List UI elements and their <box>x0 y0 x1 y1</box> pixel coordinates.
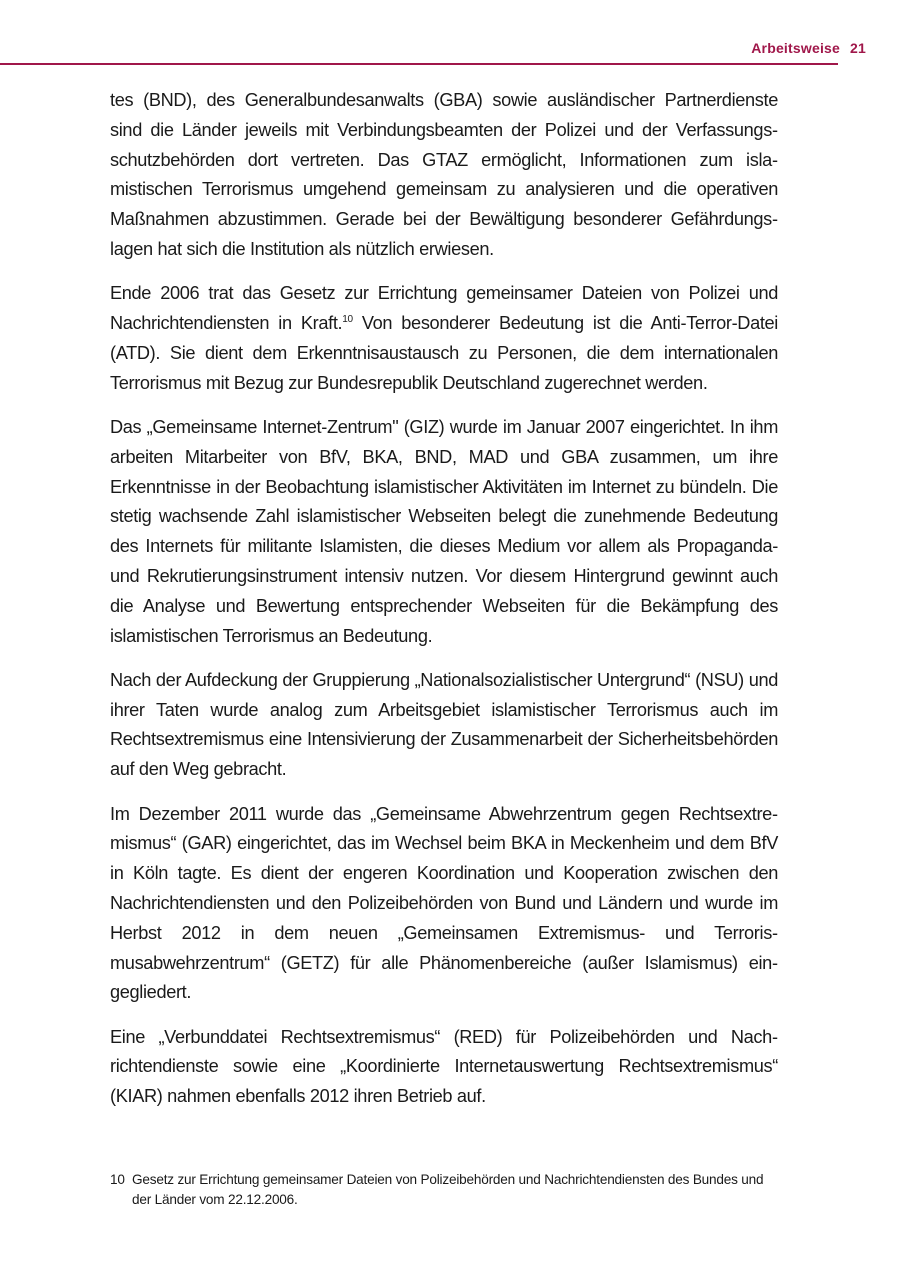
paragraph <box>110 279 778 398</box>
section-title: Arbeitsweise <box>751 40 841 56</box>
paragraph: Im Dezember 2011 wurde das „Gemeinsame Abwehrzentrum gegen Rechtsextremismus“ (GAR) eingerichtet, das im Wechsel beim BKA in Meckenheim und dem BfV in Köln tagte. Es dient der engeren Koordination und Kooperation zwischen den Nachrichtendiensten und den Polizeibehörden von Bund und Ländern und wurde im Herbst 2012 in dem neuen „Gemeinsamen Extremismus- und Terrorismusabwehrzentrum“ (GETZ) für alle Phänomenbereiche (außer Islamismus) eingegliedert. <box>110 803 778 1003</box>
footnote-ref[interactable]: 10 <box>342 314 353 326</box>
footnote-text: Gesetz zur Errichtung gemeinsamer Dateien von Polizeibehörden und Nachrichtendiensten des Bundes und der Länder vom 22.12.2006. <box>132 1172 764 1207</box>
footnote-number: 10 <box>110 1172 125 1187</box>
header-rule <box>0 63 838 65</box>
body-text <box>110 86 778 1127</box>
paragraph-text: Ende 2006 trat das Gesetz zur Errichtung gemeinsamer Dateien von Polizei und Nachrichtendiensten in Kraft. <box>110 283 778 334</box>
paragraph: Eine „Verbunddatei Rechtsextremismus“ (RED) für Polizeibehörden und Nachrichtendienste sowie eine „Koordinierte Internetauswertung Rechtsextremismus“ (KIAR) nahmen ebenfalls 2012 ihren Betrieb auf. <box>110 1026 778 1107</box>
paragraph: Das „Gemeinsame Internet-Zentrum" (GIZ) wurde im Januar 2007 eingerichtet. In ihm arbeiten Mitarbeiter von BfV, BKA, BND, MAD und GBA zusammen, um ihre Erkenntnisse in der Beobachtung islamistischer Aktivitäten im Internet zu bündeln. Die stetig wachsende Zahl islamistischer Webseiten belegt die zunehmende Bedeutung des Internets für militante Islamisten, die dieses Medium vor allem als Propaganda- und Rekrutierungsinstrument intensiv nutzen. Vor diesem Hintergrund gewinnt auch die Analyse und Bewertung entsprechender Webseiten für die Bekämpfung des islamistischen Terrorismus an Bedeutung. <box>110 416 778 646</box>
footnote <box>110 1170 780 1210</box>
paragraph-text: Von besonderer Bedeutung ist die Anti-Terror-Datei (ATD). Sie dient dem Erkenntnisaustausch zu Personen, die dem internationalen Terrorismus mit Bezug zur Bundesrepublik Deutschland zugerechnet werden. <box>110 313 779 393</box>
page-number: 21 <box>850 40 866 56</box>
paragraph: tes (BND), des Generalbundesanwalts (GBA) sowie ausländischer Partnerdienste sind die Länder jeweils mit Verbindungsbeamten der Polizei und der Verfassungsschutzbehörden dort vertreten. Das GTAZ ermöglicht, Informationen zum islamistischen Terrorismus umgehend gemeinsam zu analysieren und die operativen Maßnahmen abzustimmen. Gerade bei der Bewältigung besonderer Gefährdungslagen hat sich die Institution als nützlich erwiesen. <box>110 90 778 259</box>
running-header <box>751 40 866 56</box>
paragraph: Nach der Aufdeckung der Gruppierung „Nationalsozialistischer Untergrund“ (NSU) und ihrer Taten wurde analog zum Arbeitsgebiet islamistischer Terrorismus auch im Rechtsextremismus eine Intensivierung der Zusammenarbeit der Sicherheitsbehörden auf den Weg gebracht. <box>110 669 778 780</box>
